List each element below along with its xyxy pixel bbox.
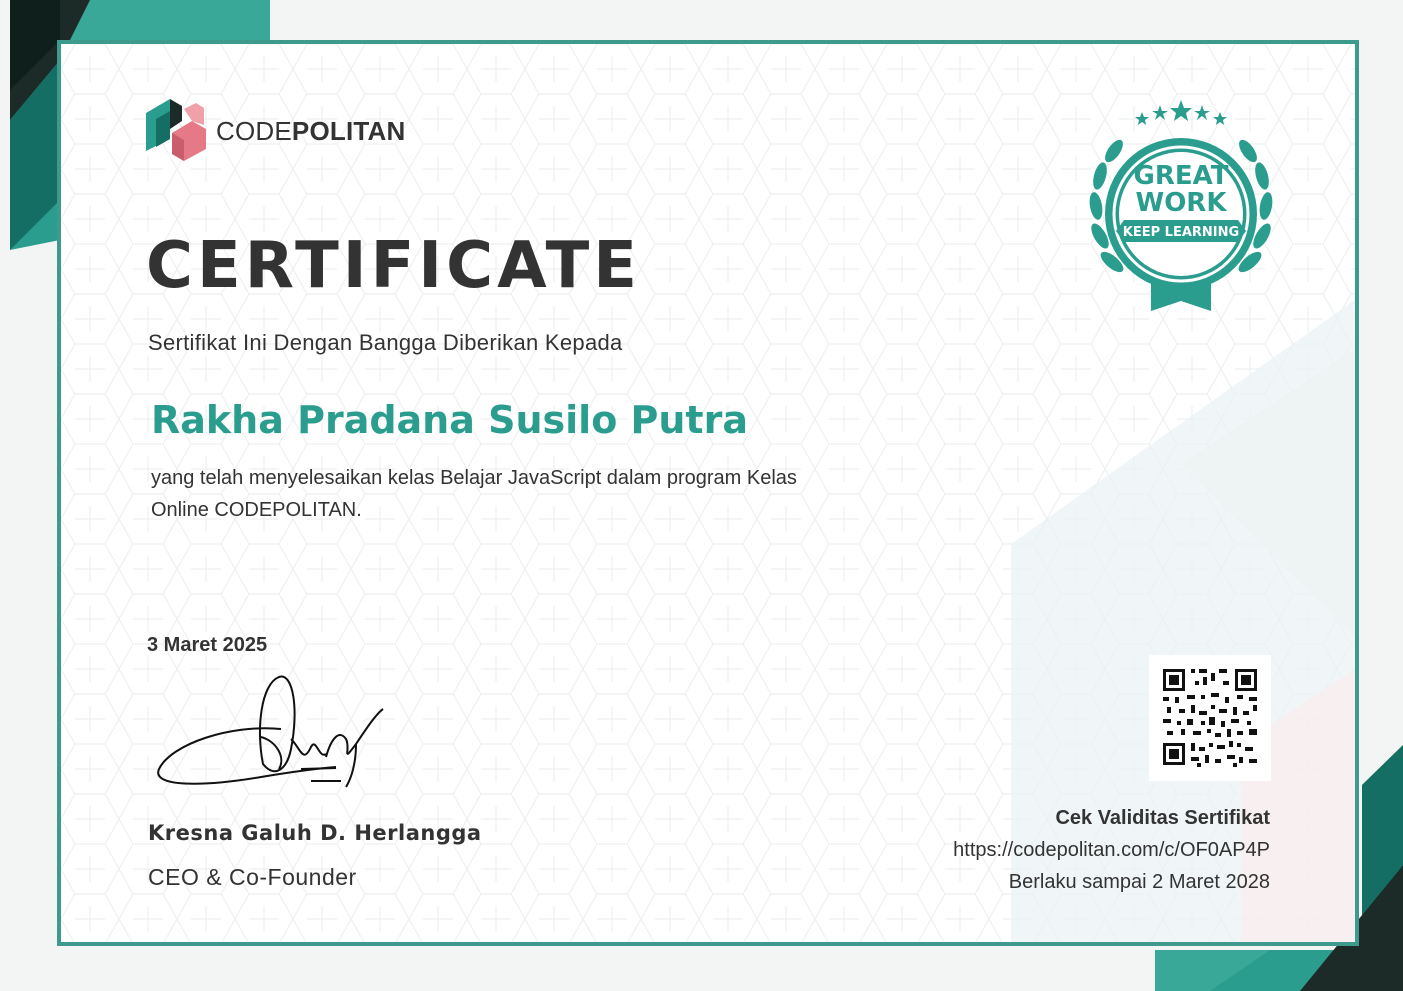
- logo-wordmark: [216, 116, 406, 147]
- validity-url[interactable]: https://codepolitan.com/c/OF0AP4P: [953, 839, 1270, 861]
- badge-stars: [1135, 100, 1227, 125]
- codepolitan-logo: [146, 99, 406, 163]
- certificate-frame: [57, 40, 1359, 946]
- validity-section: [953, 802, 1270, 898]
- completion-description: yang telah menyelesaikan kelas Belajar JavaScript dalam program Kelas Online CODEPOLITAN.: [151, 467, 797, 521]
- logo-text-politan: POLITAN: [291, 115, 406, 146]
- badge-text-work: WORK: [1135, 188, 1227, 218]
- badge-text-keep-learning: KEEP LEARNING: [1122, 225, 1240, 240]
- great-work-badge: [1076, 96, 1286, 316]
- qr-code[interactable]: [1149, 655, 1271, 781]
- signer-name: Kresna Galuh D. Herlangga: [148, 821, 482, 845]
- codepolitan-logo-icon: [146, 99, 206, 163]
- signer-role: CEO & Co-Founder: [148, 864, 357, 890]
- signature-image: [151, 669, 391, 799]
- certificate-title: CERTIFICATE: [146, 229, 641, 303]
- validity-expiry: Berlaku sampai 2 Maret 2028: [1008, 871, 1270, 893]
- badge-text-great: GREAT: [1133, 161, 1229, 191]
- recipient-name: Rakha Pradana Susilo Putra: [151, 398, 748, 442]
- logo-text-code: CODE: [216, 115, 292, 146]
- certificate-subtitle: Sertifikat Ini Dengan Bangga Diberikan Kepada: [148, 330, 623, 355]
- validity-heading: Cek Validitas Sertifikat: [1055, 807, 1270, 829]
- issue-date: 3 Maret 2025: [147, 634, 268, 656]
